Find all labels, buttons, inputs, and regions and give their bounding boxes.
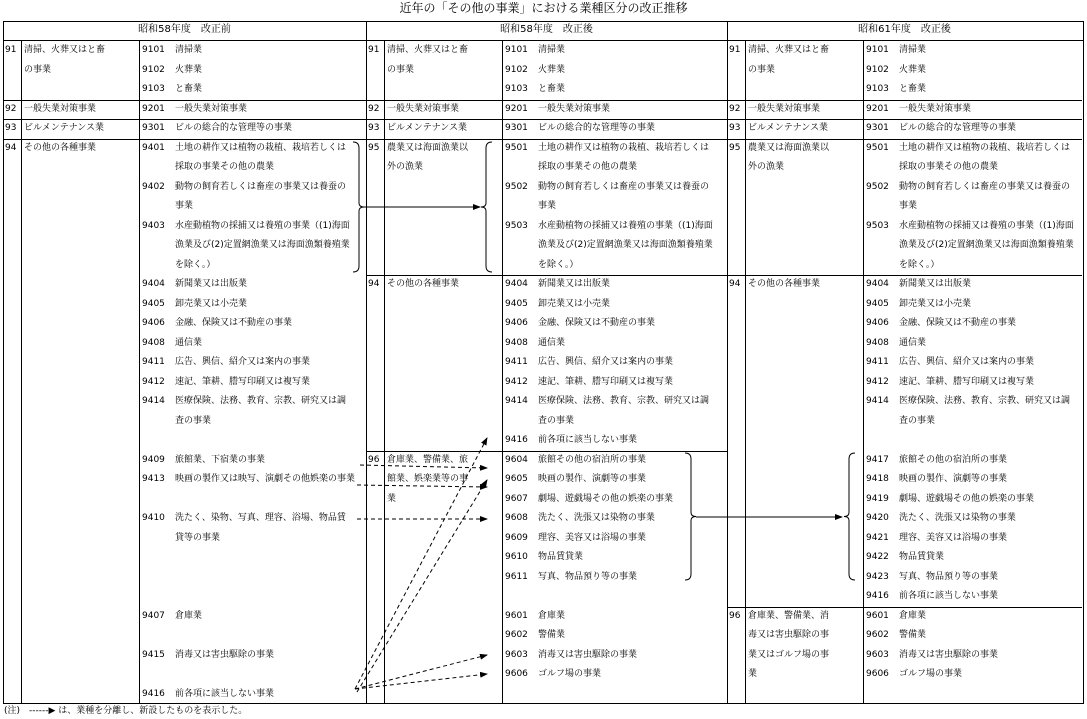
sub-text: と畜業: [538, 84, 566, 94]
sub-code: 9609: [505, 532, 528, 543]
sub-text: 旅館その他の宿泊所の事業: [899, 454, 1008, 465]
sub-text: 消毒又は害虫駆除の事業: [899, 649, 999, 660]
group-code: 93: [368, 123, 380, 133]
dashed-arrow-9407: [357, 480, 487, 692]
dashed-arrow-9416b: [355, 674, 487, 689]
sub-code: 9503: [505, 220, 528, 231]
sub-code: 9416: [142, 688, 165, 699]
sub-text: を除く。）: [175, 259, 216, 270]
sub-text: を除く。）: [538, 259, 579, 270]
sub-code: 9102: [866, 64, 889, 75]
sub-code: 9410: [142, 513, 165, 523]
group-name: 業: [387, 493, 397, 504]
sub-text: 査の事業: [175, 415, 212, 426]
sub-text: 通信業: [899, 337, 927, 348]
sub-text: 火葬業: [899, 64, 927, 75]
sub-code: 9408: [505, 337, 528, 348]
sub-code: 9419: [866, 493, 889, 504]
sub-text: 一般失業対策事業: [899, 103, 972, 114]
sub-text: 旅館その他の宿泊所の事業: [538, 454, 647, 465]
group-name: ビルメンテナンス業: [748, 123, 829, 133]
sub-text: 洗たく、洗張又は染物の事業: [899, 513, 1016, 523]
sub-code: 9102: [505, 64, 528, 75]
group-name: の事業: [387, 64, 415, 75]
sub-text: 物品賃貸業: [899, 552, 945, 562]
brace-right-icon: [685, 453, 696, 580]
sub-code: 9418: [866, 474, 889, 484]
sub-text: 漁業及び(2)定置網漁業又は海面漁類養殖業: [175, 240, 350, 250]
sub-text: 前各項に該当しない事業: [899, 591, 999, 601]
sub-code: 9416: [505, 435, 528, 445]
group-name: 清掃、火葬又はと畜: [387, 45, 469, 55]
group-name: 清掃、火葬又はと畜: [748, 45, 830, 55]
sub-code: 9103: [866, 84, 889, 94]
sub-text: 速記、筆耕、謄写印刷又は複写業: [175, 376, 311, 387]
sub-code: 9601: [866, 610, 889, 621]
sub-code: 9409: [142, 454, 165, 465]
sub-text: 洗たく、洗張又は染物の事業: [538, 513, 655, 523]
group-code: 93: [729, 123, 741, 133]
sub-code: 9415: [142, 649, 165, 660]
sub-code: 9417: [866, 454, 889, 465]
sub-code: 9405: [866, 298, 889, 309]
sub-text: 写真、物品預り等の事業: [899, 571, 999, 582]
sub-code: 9420: [866, 513, 889, 523]
sub-code: 9604: [505, 454, 528, 465]
sub-code: 9201: [142, 103, 165, 114]
sub-text: 事業: [538, 201, 557, 211]
page-title: 近年の「その他の事業」における業種区分の改正推移: [399, 1, 688, 15]
sub-text: 洗たく、染物、写真、理容、浴場、物品賃: [175, 513, 346, 523]
sub-code: 9401: [142, 142, 165, 153]
sub-code: 9101: [866, 45, 889, 55]
group-name: 業又はゴルフ場の事: [748, 649, 830, 660]
sub-text: 劇場、遊戯場その他の娯楽の事業: [538, 493, 674, 504]
group-name: の事業: [24, 64, 52, 75]
sub-code: 9423: [866, 571, 889, 582]
sub-code: 9408: [142, 337, 165, 348]
sub-text: 映画の製作、演劇等の事業: [538, 474, 647, 484]
group-code: 96: [368, 454, 380, 465]
sub-text: 警備業: [899, 630, 927, 640]
sub-text: 倉庫業: [538, 610, 566, 621]
group-code: 96: [729, 610, 741, 621]
sub-text: ビルの総合的な管理等の事業: [175, 123, 293, 133]
group-name: 一般失業対策事業: [748, 103, 821, 114]
dashed-arrow-9416: [355, 438, 487, 689]
group-name: 毒又は害虫駆除の事: [748, 630, 830, 640]
sub-text: 水産動植物の採捕又は養殖の事業（(1)海面: [538, 220, 713, 231]
sub-text: 前各項に該当しない事業: [175, 688, 275, 699]
sub-code: 9413: [142, 474, 165, 484]
dashed-arrow-9415: [355, 655, 487, 689]
group-code: 92: [729, 103, 741, 114]
group-code: 95: [729, 142, 741, 153]
brace-left-icon: [481, 142, 492, 272]
sub-code: 9421: [866, 532, 889, 543]
sub-text: 警備業: [538, 630, 566, 640]
sub-text: 事業: [175, 201, 194, 211]
sub-text: 一般失業対策事業: [175, 103, 248, 114]
group-code: 94: [729, 279, 741, 289]
sub-code: 9602: [866, 630, 889, 640]
sub-code: 9606: [505, 669, 528, 679]
sub-text: ビルの総合的な管理等の事業: [899, 123, 1017, 133]
sub-text: 金融、保険又は不動産の事業: [175, 318, 293, 328]
sub-code: 9422: [866, 552, 889, 562]
sub-text: 清掃業: [899, 45, 927, 55]
sub-code: 9405: [505, 298, 528, 309]
sub-text: 医療保険、法務、教育、宗教、研究又は調: [175, 396, 347, 406]
brace-left-icon: [844, 453, 855, 580]
sub-code: 9605: [505, 474, 528, 484]
sub-code: 9412: [866, 376, 889, 387]
sub-code: 9404: [505, 279, 528, 289]
group-name: 倉庫業、警備業、消: [748, 610, 830, 621]
sub-text: 査の事業: [899, 415, 936, 426]
sub-text: 劇場、遊戯場その他の娯楽の事業: [899, 493, 1035, 504]
group-code: 92: [368, 103, 380, 114]
sub-text: 水産動植物の採捕又は養殖の事業（(1)海面: [175, 220, 350, 231]
sub-text: 一般失業対策事業: [538, 103, 611, 114]
sub-text: と畜業: [175, 84, 203, 94]
group-name: 外の漁業: [748, 162, 785, 172]
sub-code: 9501: [505, 142, 528, 153]
sub-text: 通信業: [538, 337, 566, 348]
sub-code: 9411: [505, 357, 528, 367]
sub-text: 清掃業: [175, 45, 203, 55]
column-header: 昭和58年度 改正前: [138, 24, 231, 35]
sub-text: 倉庫業: [899, 610, 927, 621]
sub-text: 金融、保険又は不動産の事業: [538, 318, 656, 328]
sub-text: 医療保険、法務、教育、宗教、研究又は調: [538, 396, 710, 406]
group-code: 91: [729, 45, 741, 55]
group-code: 95: [368, 142, 380, 153]
sub-text: 映画の製作又は映写、演劇その他娯楽の事業: [175, 474, 356, 484]
group-name: 清掃、火葬又はと畜: [24, 45, 106, 55]
sub-code: 9602: [505, 630, 528, 640]
sub-text: ビルの総合的な管理等の事業: [538, 123, 656, 133]
sub-text: 映画の製作、演劇等の事業: [899, 474, 1008, 484]
sub-code: 9407: [142, 610, 165, 621]
sub-text: 消毒又は害虫駆除の事業: [538, 649, 638, 660]
sub-code: 9414: [866, 396, 889, 406]
group-code: 94: [5, 142, 17, 153]
sub-text: 消毒又は害虫駆除の事業: [175, 649, 275, 660]
sub-code: 9201: [866, 103, 889, 114]
sub-text: 速記、筆耕、謄写印刷又は複写業: [899, 376, 1035, 387]
group-name: ビルメンテナンス業: [387, 123, 468, 133]
sub-text: 漁業及び(2)定置網漁業又は海面漁類養殖業: [899, 240, 1074, 250]
brace-right-icon: [353, 142, 364, 272]
sub-text: 貸等の事業: [175, 532, 221, 543]
sub-text: 土地の耕作又は植物の栽植、栽培若しくは: [538, 142, 710, 153]
sub-text: 事業: [899, 201, 918, 211]
group-name: 外の漁業: [387, 162, 424, 172]
sub-text: 理容、美容又は浴場の事業: [899, 532, 1008, 543]
sub-code: 9610: [505, 552, 528, 562]
sub-code: 9103: [142, 84, 165, 94]
dashed-arrow-9413: [357, 485, 487, 487]
sub-code: 9406: [866, 318, 889, 328]
sub-code: 9403: [142, 220, 165, 231]
sub-text: と畜業: [899, 84, 927, 94]
sub-text: 土地の耕作又は植物の栽植、栽培若しくは: [175, 142, 347, 153]
sub-code: 9412: [505, 376, 528, 387]
sub-text: 火葬業: [175, 64, 203, 75]
sub-text: 漁業及び(2)定置網漁業又は海面漁類養殖業: [538, 240, 713, 250]
footnote: (注) ------▶ は、業種を分離し、新設したものを表示した。: [4, 706, 248, 716]
sub-code: 9103: [505, 84, 528, 94]
sub-text: 広告、興信、紹介又は案内の事業: [175, 357, 311, 367]
sub-text: 広告、興信、紹介又は案内の事業: [899, 357, 1035, 367]
sub-code: 9301: [505, 123, 528, 133]
group-name: 農業又は海面漁業以: [387, 142, 469, 153]
sub-text: 医療保険、法務、教育、宗教、研究又は調: [899, 396, 1071, 406]
sub-text: 広告、興信、紹介又は案内の事業: [538, 357, 674, 367]
group-code: 91: [368, 45, 380, 55]
sub-code: 9406: [142, 318, 165, 328]
sub-text: 金融、保険又は不動産の事業: [899, 318, 1017, 328]
group-name: 業: [748, 669, 758, 679]
group-name: その他の各種事業: [387, 279, 460, 289]
group-name: その他の各種事業: [24, 142, 97, 153]
sub-code: 9411: [142, 357, 165, 367]
sub-text: 前各項に該当しない事業: [538, 435, 638, 445]
sub-code: 9603: [866, 649, 889, 660]
sub-text: 新聞業又は出版業: [899, 279, 972, 289]
sub-text: 卸売業又は小売業: [175, 298, 248, 309]
sub-code: 9503: [866, 220, 889, 231]
sub-code: 9411: [866, 357, 889, 367]
sub-code: 9301: [866, 123, 889, 133]
group-name: 一般失業対策事業: [24, 103, 97, 114]
sub-text: 動物の飼育若しくは畜産の事業又は養蚕の: [175, 181, 347, 192]
sub-text: 新聞業又は出版業: [175, 279, 248, 289]
sub-code: 9603: [505, 649, 528, 660]
sub-text: 速記、筆耕、謄写印刷又は複写業: [538, 376, 674, 387]
sub-text: 清掃業: [538, 45, 566, 55]
sub-text: 写真、物品預り等の事業: [538, 571, 638, 582]
sub-code: 9601: [505, 610, 528, 621]
group-name: 館業、娯楽業等の事: [387, 474, 469, 484]
sub-text: 通信業: [175, 337, 203, 348]
sub-code: 9502: [505, 181, 528, 192]
group-name: ビルメンテナンス業: [24, 123, 105, 133]
sub-code: 9611: [505, 571, 528, 582]
group-code: 93: [5, 123, 17, 133]
sub-text: 査の事業: [538, 415, 575, 426]
sub-text: 水産動植物の採捕又は養殖の事業（(1)海面: [899, 220, 1074, 231]
sub-text: 理容、美容又は浴場の事業: [538, 532, 647, 543]
sub-text: 採取の事業その他の農業: [175, 162, 275, 172]
sub-text: 旅館業、下宿業の事業: [175, 454, 266, 465]
sub-text: を除く。）: [899, 259, 940, 270]
group-name: の事業: [748, 64, 776, 75]
group-name: 農業又は海面漁業以: [748, 142, 830, 153]
group-name: その他の各種事業: [748, 279, 821, 289]
sub-code: 9608: [505, 513, 528, 523]
sub-code: 9606: [866, 669, 889, 679]
sub-code: 9607: [505, 493, 528, 504]
sub-text: 卸売業又は小売業: [538, 298, 611, 309]
group-code: 94: [368, 279, 380, 289]
sub-text: 採取の事業その他の農業: [899, 162, 999, 172]
sub-text: 卸売業又は小売業: [899, 298, 972, 309]
sub-text: 物品賃貸業: [538, 552, 584, 562]
sub-code: 9408: [866, 337, 889, 348]
sub-code: 9201: [505, 103, 528, 114]
dashed-arrow-9409: [360, 465, 487, 468]
sub-code: 9101: [505, 45, 528, 55]
column-header: 昭和61年度 改正後: [858, 24, 951, 35]
group-name: 倉庫業、警備業、旅: [387, 454, 469, 465]
group-name: 一般失業対策事業: [387, 103, 460, 114]
sub-text: 動物の飼育若しくは畜産の事業又は養蚕の: [538, 181, 710, 192]
sub-text: 土地の耕作又は植物の栽植、栽培若しくは: [899, 142, 1071, 153]
group-code: 92: [5, 103, 17, 114]
sub-text: 火葬業: [538, 64, 566, 75]
sub-text: ゴルフ場の事業: [899, 669, 963, 679]
sub-code: 9404: [142, 279, 165, 289]
sub-text: ゴルフ場の事業: [538, 669, 602, 679]
sub-code: 9416: [866, 591, 889, 601]
sub-code: 9101: [142, 45, 165, 55]
sub-code: 9414: [505, 396, 528, 406]
sub-text: 採取の事業その他の農業: [538, 162, 638, 172]
group-code: 91: [5, 45, 17, 55]
sub-text: 動物の飼育若しくは畜産の事業又は養蚕の: [899, 181, 1071, 192]
column-header: 昭和58年度 改正後: [500, 24, 593, 35]
sub-code: 9405: [142, 298, 165, 309]
sub-text: 新聞業又は出版業: [538, 279, 611, 289]
sub-code: 9501: [866, 142, 889, 153]
sub-code: 9301: [142, 123, 165, 133]
sub-text: 倉庫業: [175, 610, 203, 621]
sub-code: 9414: [142, 396, 165, 406]
sub-code: 9404: [866, 279, 889, 289]
sub-code: 9406: [505, 318, 528, 328]
sub-code: 9502: [866, 181, 889, 192]
sub-code: 9102: [142, 64, 165, 75]
sub-code: 9412: [142, 376, 165, 387]
sub-code: 9402: [142, 181, 165, 192]
